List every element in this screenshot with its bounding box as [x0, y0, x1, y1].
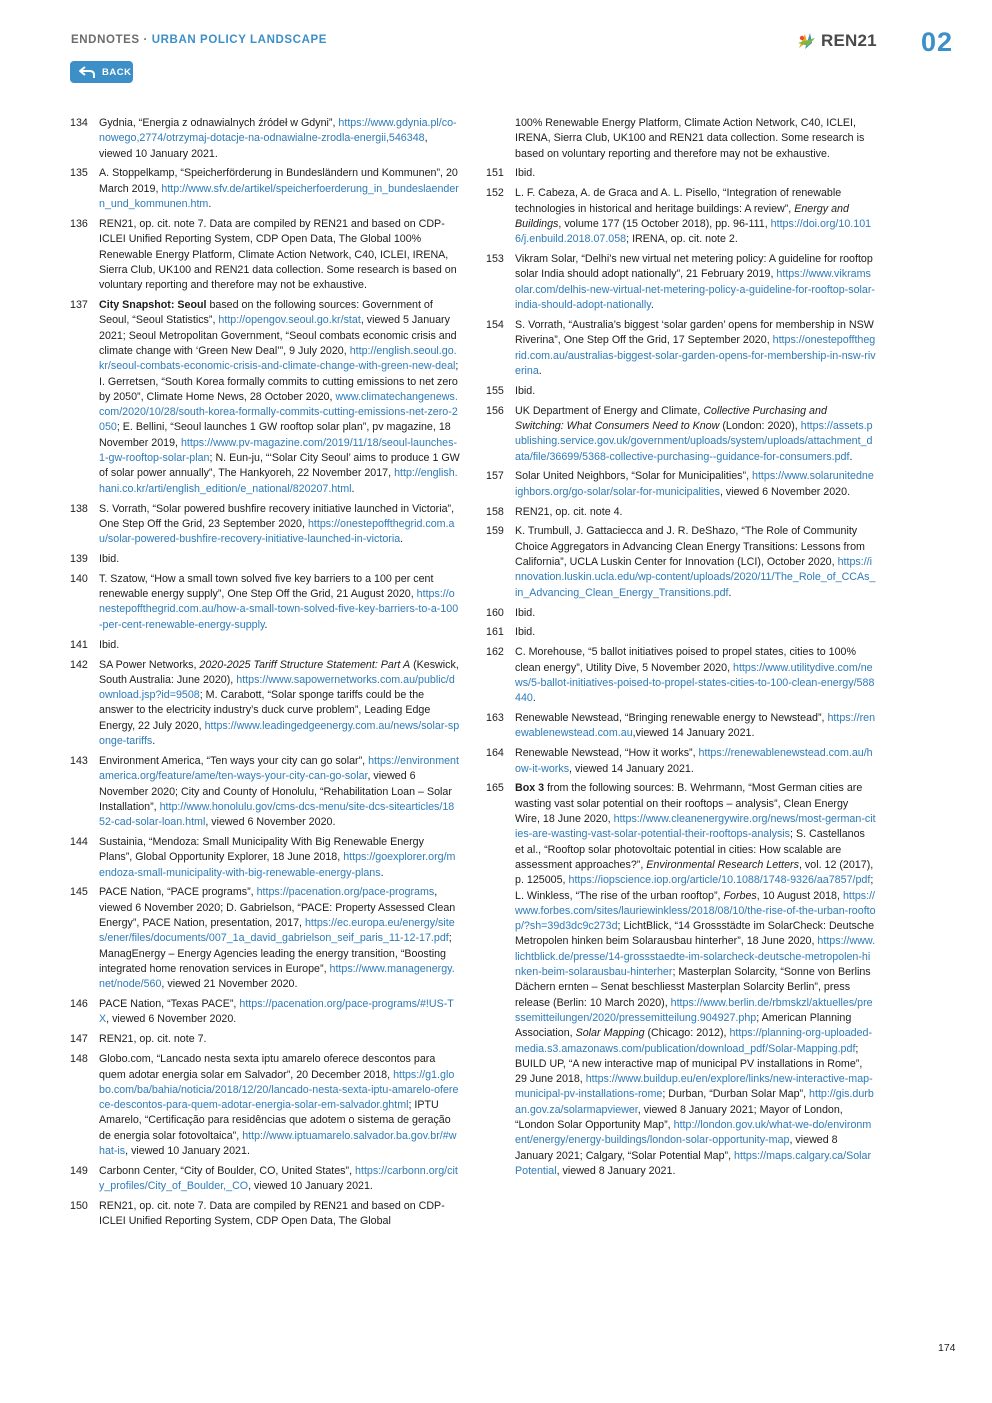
endnote-number: 137	[70, 299, 88, 312]
endnote-number: 165	[486, 782, 504, 795]
endnote-link[interactable]: https://pacenation.org/pace-programs	[256, 886, 435, 899]
endnote-item	[70, 298, 460, 497]
endnote-number: 148	[70, 1053, 88, 1066]
endnote-item	[70, 116, 460, 162]
endnote-text: T. Szatow, “How a small town solved five key barriers to a 100 per cent renewable energy supply”, One Step Off the Grid, 21 August 2020, https://onestepoffthegrid.com.au/how-a-small-town-solved-five-key-barriers-to-a-100-per-cent-renewable-energy-supply.	[99, 572, 459, 631]
endnote-item	[70, 835, 460, 881]
endnote-number: 149	[70, 1164, 88, 1177]
endnote-number: 159	[486, 525, 504, 538]
endnote-link[interactable]: http://english.seoul.go.kr/seoul-combats-economic-crisis-and-climate-change-with-green-new-deal	[99, 344, 457, 373]
endnote-link[interactable]: https://environmentamerica.org/feature/ame/ten-ways-your-city-can-go-solar	[99, 754, 459, 783]
endnote-link[interactable]: https://www.lichtblick.de/presse/14-grossstaedte-im-solarcheck-deutsche-metropolen-hinken-beim-solarausbau-hinterher	[515, 935, 876, 979]
endnote-number: 136	[70, 217, 88, 230]
ren21-logo[interactable]	[796, 30, 877, 52]
endnote-text: A. Stoppelkamp, “Speicherförderung in Bundesländern und Kommunen”, 20 March 2019, http://www.sfv.de/artikel/speicherfoerderung_in_bundeslaendern_und_kommunen.htm.	[99, 167, 459, 211]
endnote-link[interactable]: https://www.buildup.eu/en/explore/links/new-interactive-map-municipal-pv-installations-rome	[515, 1073, 873, 1101]
endnote-link[interactable]: https://www.solarunitedneighbors.org/go-solar/solar-for-municipalities	[515, 470, 874, 498]
endnote-link[interactable]: https://iopscience.iop.org/article/10.1088/1748-9326/aa7857/pdf	[568, 874, 871, 887]
ren21-logo-icon	[796, 30, 818, 52]
endnote-item	[486, 318, 876, 379]
logo-text: REN21	[821, 31, 877, 50]
endnote-number: 152	[486, 187, 504, 200]
endnote-link[interactable]: https://www.vikramsolar.com/delhis-new-virtual-net-metering-policy-a-guideline-for-rooftop-solar-india-should-adopt-nationally	[515, 268, 875, 312]
endnote-item	[486, 505, 876, 520]
endnote-item	[70, 997, 460, 1028]
endnote-text: C. Morehouse, “5 ballot initiatives poised to propel states, cities to 100% clean energy”, Utility Dive, 5 November 2020, https://www.utilitydive.com/news/5-ballot-initiatives-poised-to-propel-states-cities-to-100-clean-energy/588440.	[515, 646, 875, 705]
endnote-text: SA Power Networks, 2020-2025 Tariff Structure Statement: Part A (Keswick, South Australia: June 2020), https://www.sapowernetworks.com.au/public/download.jsp?id=9508; M. Carabott, “Solar sponge tariffs could be the answer to the electricity industry’s duck curve problem”, Leading Edge Energy, 22 July 2020, https://www.leadingedgeenergy.com.au/news/solar-sponge-tariffs.	[99, 658, 460, 748]
endnote-link[interactable]: https://carbonn.org/city_profiles/City_of_Boulder,_CO	[99, 1164, 458, 1193]
chapter-number: 02	[921, 27, 954, 57]
endnote-number: 161	[486, 626, 504, 639]
endnote-link[interactable]: https://www.utilitydive.com/news/5-ballot-initiatives-poised-to-propel-states-cities-to-100-clean-energy/588440	[515, 661, 875, 705]
endnote-link[interactable]: http://www.sfv.de/artikel/speicherfoerderung_in_bundeslaendern_und_kommunen.htm	[99, 182, 459, 211]
subsection-label: URBAN POLICY LANDSCAPE	[151, 34, 328, 46]
endnote-text: S. Vorrath, “Solar powered bushfire recovery initiative launched in Victoria”, One Step Off the Grid, 23 September 2020, https://onestepoffthegrid.com.au/solar-powered-bushfire-recovery-initiative-launched-in-victoria.	[99, 502, 455, 546]
endnote-link[interactable]: https://innovation.luskin.ucla.edu/wp-content/uploads/2020/11/The_Role_of_CCAs_in_Advancing_Clean_Energy_Transitions.pdf	[515, 556, 876, 599]
endnote-item	[70, 166, 460, 212]
endnote-number: 150	[70, 1200, 88, 1213]
endnote-link[interactable]: https://www.pv-magazine.com/2019/11/18/seoul-launches-1-gw-rooftop-solar-plan	[99, 436, 458, 465]
endnote-link[interactable]: https://www.leadingedgeenergy.com.au/news/solar-sponge-tariffs	[99, 719, 460, 748]
endnote-link[interactable]: https://planning-org-uploaded-media.s3.amazonaws.com/publication/download_pdf/Solar-Mapping.pdf	[515, 1027, 873, 1055]
endnote-text: Renewable Newstead, “Bringing renewable energy to Newstead”, https://renewablenewstead.com.au,viewed 14 January 2021.	[515, 712, 876, 740]
endnote-link[interactable]: http://opengov.seoul.go.kr/stat	[218, 314, 361, 327]
endnote-text: City Snapshot: Seoul based on the following sources: Government of Seoul, “Seoul Statistics”, http://opengov.seoul.go.kr/stat, viewed 5 January 2021; Seoul Metropolitan Government, “Seoul combats economic crisis and climate change with ‘Green New Deal’”, 9 July 2020, http://english.seoul.go.kr/seoul-combats-economic-crisis-and-climate-change-with-green-new-deal; I. Gerretsen, “South Korea formally commits to cutting emissions to net zero by 2050”, Climate Home News, 28 October 2020, www.climatechangenews.com/2020/10/28/south-korea-formally-commits-cutting-emissions-net-zero-2050; E. Bellini, “Seoul launches 1 GW rooftop solar plan”, pv magazine, 18 November 2019, https://www.pv-magazine.com/2019/11/18/seoul-launches-1-gw-rooftop-solar-plan; N. Eun-ju, “‘Solar City Seoul’ aims to produce 1 GW of solar power annually”, The Hankyoreh, 22 November 2017, http://english.hani.co.kr/arti/english_edition/e_national/820207.html.	[99, 299, 460, 495]
endnote-item	[486, 524, 876, 600]
endnote-item	[70, 1164, 460, 1195]
back-arrow-icon	[78, 66, 96, 78]
endnote-link[interactable]: https://www.gdynia.pl/co-nowego,2774/otrzymaj-dotacje-na-odnawialne-zrodla-energii,546348	[99, 117, 457, 145]
endnote-number: 138	[70, 502, 88, 515]
endnote-text: Environment America, “Ten ways your city can go solar”, https://environmentamerica.org/feature/ame/ten-ways-your-city-can-go-solar, viewed 6 November 2020; City and County of Honolulu, “Rehabilitation Loan – Solar Installation”, http://www.honolulu.gov/cms-dcs-menu/site-dcs-sitearticles/1852-cad-solar-loan.html, viewed 6 November 2020.	[99, 754, 459, 829]
endnote-item	[70, 572, 460, 633]
endnote-text: Globo.com, “Lancado nesta sexta iptu amarelo oferece descontos para quem adotar energia solar em Salvador”, 20 December 2018, https://g1.globo.com/ba/bahia/noticia/2018/12/20/lancado-nesta-sexta-iptu-amarelo-oferece-descontos-para-quem-adotar-energia-solar-em-salvador.ghtml; IPTU Amarelo, “Certificação para residências que adotem o sistema de geração de energia solar fotovoltaica”, http://www.iptuamarelo.salvador.ba.gov.br/#what-is, viewed 10 January 2021.	[99, 1053, 459, 1158]
endnote-item	[486, 186, 876, 247]
endnote-item	[486, 746, 876, 777]
endnote-text: Solar United Neighbors, “Solar for Municipalities”, https://www.solarunitedneighbors.org/go-solar/solar-for-municipalities, viewed 6 November 2020.	[515, 470, 874, 498]
endnote-link[interactable]: https://ec.europa.eu/energy/sites/ener/files/documents/007_1a_david_gabrielson_seif_paris_11-12-17.pdf	[99, 917, 455, 945]
endnote-item	[486, 781, 876, 1179]
endnote-number: 156	[486, 404, 504, 417]
page-header-title	[71, 34, 327, 46]
endnote-text: Gydnia, “Energia z odnawialnych źródeł w Gdyni”, https://www.gdynia.pl/co-nowego,2774/otrzymaj-dotacje-na-odnawialne-zrodla-energii,546348, viewed 10 January 2021.	[99, 117, 457, 160]
endnote-number: 139	[70, 552, 88, 565]
endnote-text: Box 3 from the following sources: B. Wehrmann, “Most German cities are wasting vast solar potential on their rooftops – analysis”, Clean Energy Wire, 18 June 2020, https://www.cleanenergywire.org/news/most-german-cities-are-wasting-vast-solar-potential-their-rooftops-analysis; S. Castellanos et al., “Rooftop solar photovoltaic potential in cities: How scalable are assessment approaches?”, Environmental Research Letters, vol. 12 (2017), p. 125005, https://iopscience.iop.org/article/10.1088/1748-9326/aa7857/pdf; L. Winkless, “The rise of the urban rooftop”, Forbes, 10 August 2018, https://www.forbes.com/sites/lauriewinkless/2018/08/10/the-rise-of-the-urban-rooftop/?sh=39d3dc9c273d; LichtBlick, “14 Grossstädte im SolarCheck: Deutsche Metropolen hinken beim Solarausbau hinterher”, 18 June 2020, https://www.lichtblick.de/presse/14-grossstaedte-im-solarcheck-deutsche-metropolen-hinken-beim-solarausbau-hinterher; Masterplan Solarcity, “Sonne von Berlins Dächern ernten – Senat beschliesst Masterplan Solarcity Berlin”, press release (Berlin: 10 March 2020), https://www.berlin.de/rbmskzl/aktuelles/pressemitteilungen/2020/pressemitteilung.904927.php; American Planning Association, Solar Mapping (Chicago: 2012), https://planning-org-uploaded-media.s3.amazonaws.com/publication/download_pdf/Solar-Mapping.pdf; BUILD UP, “A new interactive map of municipal PV installations in Rome”, 29 June 2018, https://www.buildup.eu/en/explore/links/new-interactive-map-municipal-pv-installations-rome; Durban, “Durban Solar Map”, http://gis.durban.gov.za/solarmapviewer, viewed 8 January 2021; Mayor of London, “London Solar Opportunity Map”, http://london.gov.uk/what-we-do/environment/energy/energy-buildings/london-solar-opportunity-map, viewed 8 January 2021; Calgary, “Solar Potential Map”, https://maps.calgary.ca/SolarPotential, viewed 8 January 2021.	[515, 782, 876, 1177]
endnote-text: Vikram Solar, “Delhi’s new virtual net metering policy: A guideline for rooftop solar India should adopt nationally”, 21 February 2019, https://www.vikramsolar.com/delhis-new-virtual-net-metering-policy-a-guideline-for-rooftop-solar-india-should-adopt-nationally.	[515, 253, 875, 312]
endnote-number: 160	[486, 606, 504, 619]
endnote-link[interactable]: https://www.cleanenergywire.org/news/most-german-cities-are-wasting-vast-solar-potential-their-rooftops-analysis	[515, 813, 876, 841]
endnote-number: 144	[70, 836, 88, 848]
endnote-link[interactable]: http://www.honolulu.gov/cms-dcs-menu/site-dcs-sitearticles/1852-cad-solar-loan.html	[99, 800, 455, 829]
endnote-text: 100% Renewable Energy Platform, Climate Action Network, C40, ICLEI, IRENA, Sierra Club, UK100 and REN21 data collection. Some research is based on voluntary reporting and therefore may not be exhaustive.	[515, 117, 865, 160]
endnote-number	[486, 116, 515, 162]
endnote-number: 163	[486, 712, 504, 725]
endnote-number: 147	[70, 1033, 88, 1046]
endnote-link[interactable]: https://renewablenewstead.com.au	[515, 712, 876, 740]
endnote-link[interactable]: http://www.iptuamarelo.salvador.ba.gov.br/#what-is	[99, 1129, 457, 1158]
endnote-link[interactable]: https://onestepoffthegrid.com.au/australias-biggest-solar-garden-opens-for-membership-in-nsw-riverina	[515, 334, 876, 377]
endnote-text: Carbonn Center, “City of Boulder, CO, United States”, https://carbonn.org/city_profiles/City_of_Boulder,_CO, viewed 10 January 2021.	[99, 1164, 458, 1193]
endnote-item	[70, 1052, 460, 1159]
endnote-link[interactable]: https://pacenation.org/pace-programs/#!US-TX	[99, 998, 454, 1026]
endnote-number: 141	[70, 638, 88, 651]
endnote-item	[486, 116, 876, 162]
endnote-link[interactable]: https://onestepoffthegrid.com.au/solar-powered-bushfire-recovery-initiative-launched-in-victoria	[99, 517, 455, 546]
endnote-text: PACE Nation, “Texas PACE”, https://pacenation.org/pace-programs/#!US-TX, viewed 6 November 2020.	[99, 998, 454, 1026]
endnote-item	[486, 625, 876, 640]
endnote-number: 157	[486, 470, 504, 483]
endnote-link[interactable]: https://www.forbes.com/sites/lauriewinkless/2018/08/10/the-rise-of-the-urban-rooftop/?sh=39d3dc9c273d	[515, 889, 876, 933]
endnote-number: 145	[70, 886, 88, 899]
endnote-text: PACE Nation, “PACE programs”, https://pacenation.org/pace-programs, viewed 6 November 2020; D. Gabrielson, “PACE: Property Assessed Clean Energy”, PACE Nation, presentation, 2017, https://ec.europa.eu/energy/sites/ener/files/documents/007_1a_david_gabrielson_seif_paris_11-12-17.pdf; ManagEnergy – Energy Agencies leading the energy transition, “Boosting integrated home renovation services in Europe”, https://www.managenergy.net/node/560, viewed 21 November 2020.	[99, 886, 456, 991]
endnote-link[interactable]: https://g1.globo.com/ba/bahia/noticia/2018/12/20/lancado-nesta-sexta-iptu-amarelo-oferece-descontos-para-quem-adotar-energia-solar-em-salvador.ghtml	[99, 1068, 459, 1112]
endnote-text: REN21, op. cit. note 7. Data are compiled by REN21 and based on CDP-ICLEI Unified Reporting System, CDP Open Data, The Global 100% Renewable Energy Platform, Climate Action Network, C40, ICLEI, IRENA, Sierra Club, UK100 and REN21 data collection. Some research is based on voluntary reporting and therefore may not be exhaustive.	[99, 217, 457, 292]
endnote-link[interactable]: https://assets.publishing.service.gov.uk/government/uploads/system/uploads/attachment_data/file/36699/5368-collective-purchasing--guidance-for-consumers.pdf	[515, 419, 873, 463]
endnote-link[interactable]: www.climatechangenews.com/2020/10/28/south-korea-formally-commits-cutting-emissions-net-zero-2050	[99, 390, 458, 434]
endnote-number: 158	[486, 505, 504, 518]
endnote-link[interactable]: https://maps.calgary.ca/SolarPotential	[515, 1149, 872, 1177]
endnote-number: 162	[486, 646, 504, 659]
endnote-item	[70, 885, 460, 992]
back-button-label: BACK	[102, 66, 132, 78]
endnote-text: Ibid.	[515, 606, 536, 619]
endnote-number: 153	[486, 253, 504, 266]
endnote-number: 140	[70, 572, 88, 585]
endnote-item	[70, 552, 460, 567]
endnote-item	[486, 711, 876, 742]
endnote-item	[70, 1199, 460, 1230]
endnote-item	[486, 166, 876, 181]
endnote-item	[486, 252, 876, 313]
endnote-number: 143	[70, 754, 88, 767]
endnote-text: UK Department of Energy and Climate, Collective Purchasing and Switching: What Consumers Need to Know (London: 2020), https://assets.publishing.service.gov.uk/government/uploads/system/uploads/attachment_data/file/36699/5368-collective-purchasing--guidance-for-consumers.pdf.	[515, 404, 873, 463]
endnote-text: S. Vorrath, “Australia’s biggest ‘solar garden’ opens for membership in NSW Riverina”, One Step Off the Grid, 17 September 2020, https://onestepoffthegrid.com.au/australias-biggest-solar-garden-opens-for-membership-in-nsw-riverina.	[515, 318, 876, 377]
endnote-link[interactable]: https://onestepoffthegrid.com.au/how-a-small-town-solved-five-key-barriers-to-a-100-per-cent-renewable-energy-supply	[99, 588, 459, 631]
endnote-text: Renewable Newstead, “How it works”, https://renewablenewstead.com.au/how-it-works, viewed 14 January 2021.	[515, 747, 873, 775]
endnote-text: Ibid.	[515, 626, 536, 639]
endnote-text: Ibid.	[515, 167, 536, 180]
endnote-item	[70, 502, 460, 548]
endnote-link[interactable]: https://renewablenewstead.com.au/how-it-works	[515, 747, 873, 775]
endnote-link[interactable]: https://www.sapowernetworks.com.au/public/download.jsp?id=9508	[99, 673, 455, 702]
endnote-number: 151	[486, 167, 504, 180]
back-button[interactable]	[70, 61, 133, 83]
endnote-link[interactable]: https://www.berlin.de/rbmskzl/aktuelles/pressemitteilungen/2020/pressemitteilung.904927.php	[515, 996, 873, 1024]
endnote-item	[70, 658, 460, 750]
endnote-number: 135	[70, 167, 88, 180]
endnote-text: REN21, op. cit. note 7. Data are compiled by REN21 and based on CDP-ICLEI Unified Reporting System, CDP Open Data, The Global	[99, 1200, 445, 1228]
endnote-text: Ibid.	[99, 638, 120, 651]
endnote-link[interactable]: http://english.hani.co.kr/arti/english_edition/e_national/820207.html	[99, 467, 458, 495]
endnote-text: Ibid.	[515, 384, 536, 397]
endnote-number: 164	[486, 747, 504, 760]
endnote-text: Ibid.	[99, 552, 120, 565]
endnotes-left-column	[70, 116, 460, 1234]
endnote-item	[70, 754, 460, 830]
endnote-link[interactable]: https://doi.org/10.1016/j.enbuild.2018.07.058	[515, 217, 872, 246]
endnote-number: 146	[70, 998, 88, 1011]
endnote-link[interactable]: https://www.managenergy.net/node/560	[99, 962, 455, 991]
endnote-text: L. F. Cabeza, A. de Graca and A. L. Pisello, “Integration of renewable technologies in historical and heritage buildings: A review”, Energy and Buildings, volume 177 (15 October 2018), pp. 96-111, https://doi.org/10.1016/j.enbuild.2018.07.058; IRENA, op. cit. note 2.	[515, 187, 872, 246]
endnote-number: 134	[70, 117, 88, 129]
endnotes-right-column	[486, 116, 876, 1184]
section-label: ENDNOTES	[71, 34, 140, 46]
endnote-link[interactable]: http://london.gov.uk/what-we-do/environment/energy/energy-buildings/london-solar-opportunity-map	[515, 1119, 872, 1147]
endnote-item	[486, 469, 876, 500]
endnote-item	[70, 1032, 460, 1047]
endnote-number: 154	[486, 318, 504, 331]
endnote-text: Sustainia, “Mendoza: Small Municipality With Big Renewable Energy Plans”, Global Opportunity Explorer, 18 June 2018, https://goexplorer.org/mendoza-small-municipality-with-big-renewable-energy-plans.	[99, 836, 456, 879]
endnote-item	[70, 217, 460, 293]
endnote-item	[70, 638, 460, 653]
page-number: 174	[938, 1342, 956, 1354]
endnote-item	[486, 645, 876, 706]
endnote-text: REN21, op. cit. note 7.	[99, 1033, 207, 1046]
endnote-text: K. Trumbull, J. Gattaciecca and J. R. DeShazo, “The Role of Community Choice Aggregators in Advancing Clean Energy Transitions: Lessons from California”, UCLA Luskin Center for Innovation (LCI), October 2020, https://innovation.luskin.ucla.edu/wp-content/uploads/2020/11/The_Role_of_CCAs_in_Advancing_Clean_Energy_Transitions.pdf.	[515, 525, 876, 599]
endnote-item	[486, 404, 876, 465]
endnote-number: 142	[70, 658, 88, 671]
endnote-text: REN21, op. cit. note 4.	[515, 505, 623, 518]
endnote-number: 155	[486, 384, 504, 397]
endnote-item	[486, 384, 876, 399]
header-separator: ·	[143, 34, 148, 46]
endnote-item	[486, 606, 876, 621]
endnote-link[interactable]: http://gis.durban.gov.za/solarmapviewer	[515, 1088, 874, 1116]
endnote-link[interactable]: https://goexplorer.org/mendoza-small-municipality-with-big-renewable-energy-plans	[99, 851, 456, 879]
